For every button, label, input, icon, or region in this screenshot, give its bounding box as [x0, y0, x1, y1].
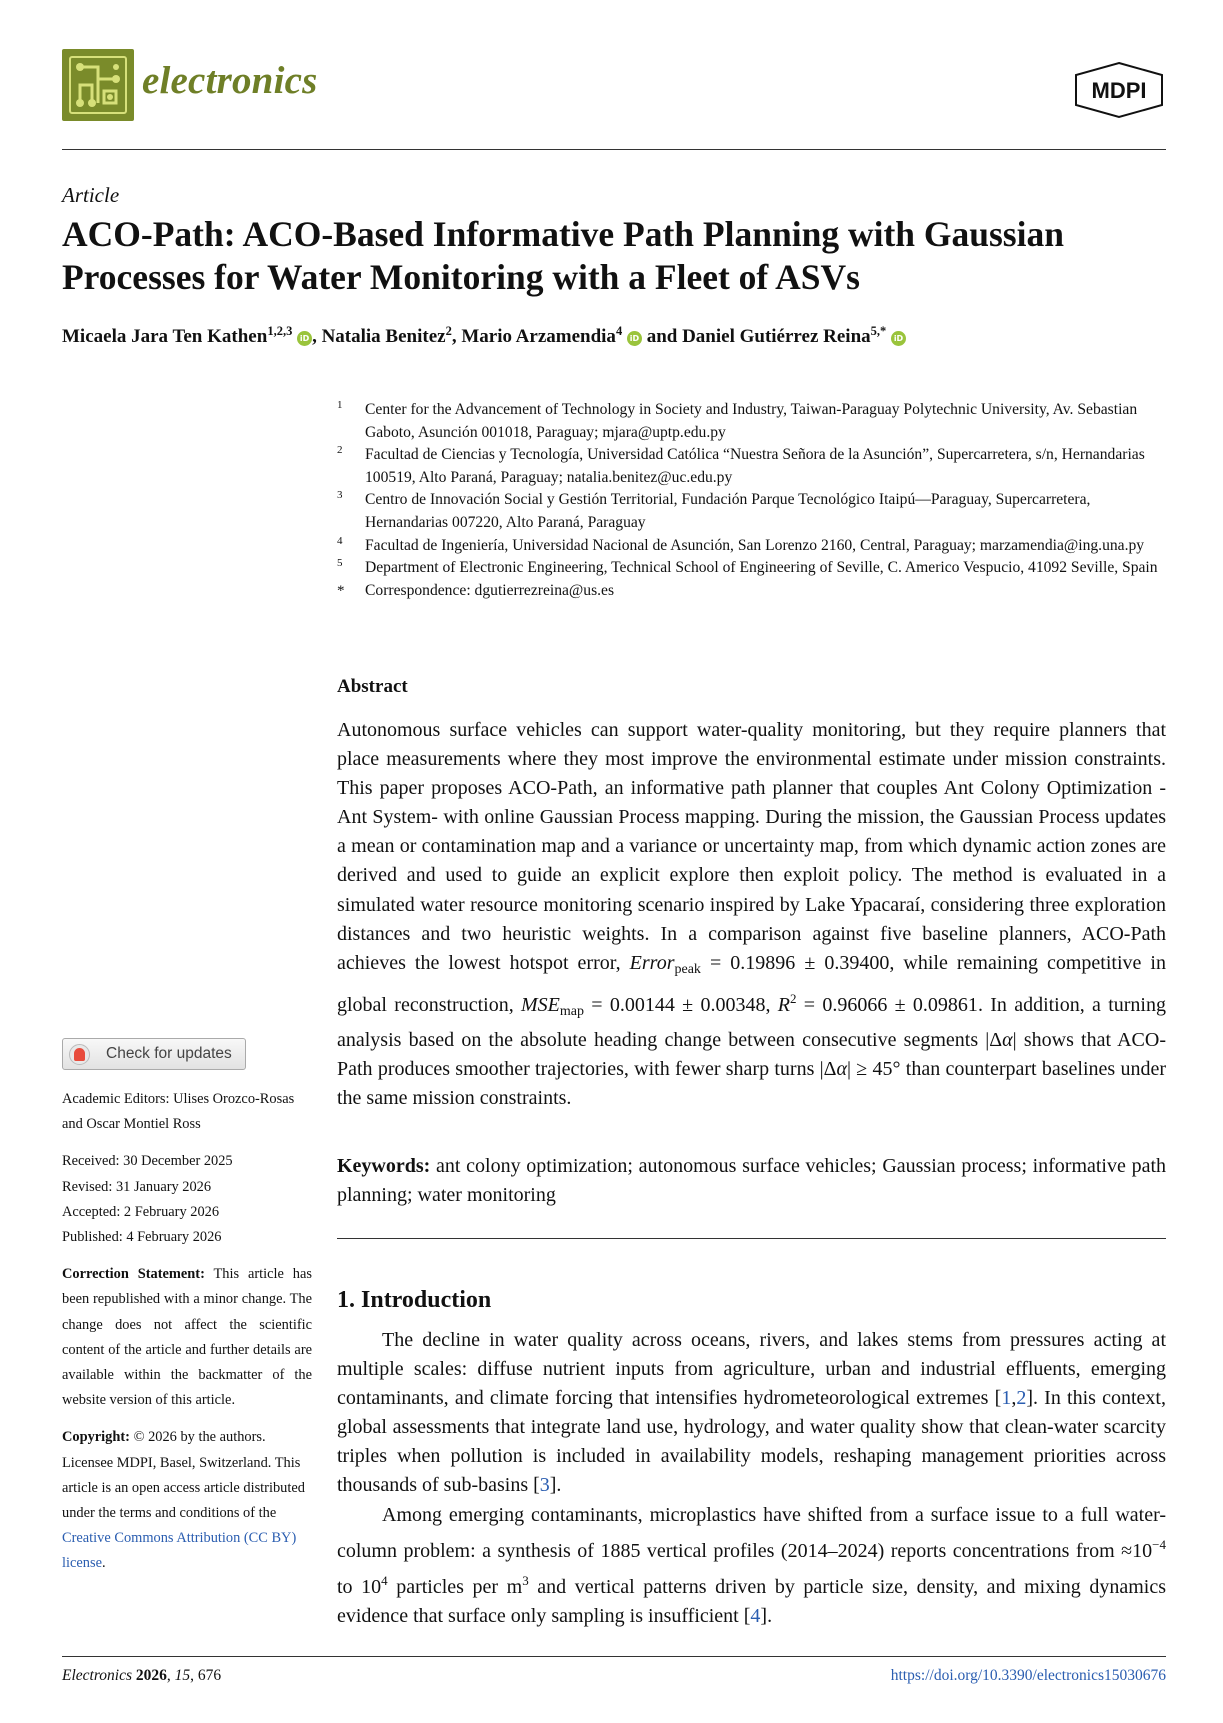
author-separator: and [641, 326, 683, 347]
publisher-logo [1072, 61, 1166, 124]
footer-divider [62, 1656, 1166, 1657]
doi-link[interactable]: https://doi.org/10.3390/electronics15030676 [890, 1667, 1166, 1684]
orcid-icon[interactable]: iD [627, 331, 642, 346]
abstract-divider [337, 1238, 1166, 1239]
affiliation-number: 3 [337, 489, 343, 502]
copyright-statement: Copyright: © 2026 by the authors. Licensee MDPI, Basel, Switzerland. This article is an open access article distributed under the terms and conditions of the Creative Commons Attribution (CC BY) license. [62, 1429, 305, 1572]
introduction-body [337, 1326, 1166, 1631]
author-affiliation-marker: 4 [615, 324, 623, 338]
affiliation-item [337, 399, 1172, 444]
affiliation-text: Centro de Innovación Social y Gestión Territorial, Fundación Parque Tecnológico Itaipú—Paraguay, Supercarretera, Hernandarias 007220, Alto Paraná, Paraguay [365, 491, 1091, 531]
abstract-heading: Abstract [337, 676, 408, 697]
affiliation-number: * [337, 582, 345, 599]
article-title: ACO-Path: ACO-Based Informative Path Planning with Gaussian Processes for Water Monitoring with a Fleet of ASVs [62, 214, 1064, 297]
received-date: Received: 30 December 2025 [62, 1153, 233, 1170]
journal-logo-icon [62, 49, 134, 121]
author-name: Natalia Benitez [321, 326, 446, 347]
citation-link[interactable]: 3 [539, 1474, 550, 1497]
footer-citation: Electronics 2026, 15, 676 [62, 1667, 222, 1684]
keywords-text: ant colony optimization; autonomous surface vehicles; Gaussian process; informative path planning; water monitoring [337, 1155, 1166, 1206]
author-affiliation-marker: 1,2,3 [267, 324, 293, 338]
citation-link[interactable]: 4 [750, 1604, 761, 1627]
mdpi-logo-icon [1072, 61, 1166, 119]
affiliation-item [337, 580, 1172, 603]
affiliation-text: Facultad de Ingeniería, Universidad Nacional de Asunción, San Lorenzo 2160, Central, Paraguay; marzamendia@ing.una.py [365, 536, 1145, 554]
affiliation-text: Correspondence: dgutierrezreina@us.es [365, 581, 615, 599]
paragraph: Among emerging contaminants, microplastics have shifted from a surface issue to a full water-column problem: a synthesis of 1885 vertical profiles (2014–2024) reports concentrations from $\approx 10^{-4}$ to $10^4$ particles per $m^3$ and vertical patterns driven by particle size, density, and mixing dynamics evidence that surface only sampling is insufficient [4]. [337, 1503, 1167, 1627]
affiliation-number: 4 [337, 534, 343, 547]
citation-link[interactable]: 2 [1016, 1387, 1027, 1410]
bookmark-icon [69, 1044, 90, 1065]
accepted-date: Accepted: 2 February 2026 [62, 1203, 220, 1220]
keywords [337, 1152, 1166, 1210]
check-for-updates-button[interactable] [62, 1038, 246, 1070]
paragraph: The decline in water quality across oceans, rivers, and lakes stems from pressures acting at multiple scales: diffuse nutrient inputs from agriculture, urban and industrial effluents, emerging contaminants, and climate forcing that intensifies hydrometeorological extremes [1,2]. In this context, global assessments that integrate land use, hydrology, and water quality show that clean-water scarcity triples when pollution is included in availability models, reshaping management priorities across thousands of sub-basins [3]. [337, 1329, 1166, 1497]
journal-name: electronics [142, 59, 318, 102]
author-separator: , [451, 326, 462, 347]
article-type: Article [62, 183, 120, 207]
affiliation-text: Facultad de Ciencias y Tecnología, Universidad Católica “Nuestra Señora de la Asunción”, Supercarretera, s/n, Hernandarias 100519, Alto Paraná, Paraguay; natalia.benitez@uc.edu.py [365, 446, 1145, 486]
affiliation-item [337, 557, 1172, 580]
citation-link[interactable]: 1 [1001, 1387, 1012, 1410]
orcid-icon[interactable]: iD [891, 331, 906, 346]
publisher-name: MDPI [1091, 78, 1147, 103]
article-metadata [62, 1087, 312, 1577]
affiliation-number: 2 [337, 444, 343, 457]
affiliation-number: 5 [337, 557, 343, 570]
affiliation-number: 1 [337, 399, 343, 411]
author-affiliation-marker: 2 [445, 324, 452, 338]
keywords-label: Keywords: [337, 1155, 431, 1177]
affiliation-text: Center for the Advancement of Technology in Society and Industry, Taiwan-Paraguay Polytechnic University, Av. Sebastian Gaboto, Asunción 001018, Paraguay; mjara@uptp.edu.py [365, 401, 1138, 441]
journal-logo [62, 49, 134, 121]
affiliation-item [337, 489, 1172, 534]
section-heading-introduction: 1. Introduction [337, 1287, 492, 1313]
author-affiliation-marker: 5,* [870, 324, 887, 338]
check-for-updates-label: Check for updates [106, 1045, 232, 1062]
revised-date: Revised: 31 January 2026 [62, 1178, 212, 1195]
academic-editors: Academic Editors: Ulises Orozco-Rosas and Oscar Montiel Ross [62, 1091, 295, 1133]
affiliations [337, 399, 1172, 602]
affiliation-text: Department of Electronic Engineering, Technical School of Engineering of Seville, C. Americo Vespucio, 41092 Seville, Spain [365, 559, 1158, 577]
header-divider [62, 149, 1166, 150]
correction-statement: Correction Statement: This article has been republished with a minor change. The change does not affect the scientific content of the article and further details are available within the backmatter of the website version of this article. [62, 1266, 312, 1409]
orcid-icon[interactable]: iD [297, 331, 312, 346]
author-name: Mario Arzamendia [461, 326, 616, 347]
author-name: Micaela Jara Ten Kathen [62, 326, 268, 347]
published-date: Published: 4 February 2026 [62, 1229, 222, 1246]
author-name: Daniel Gutiérrez Reina [682, 326, 871, 347]
abstract-text: Autonomous surface vehicles can support water-quality monitoring, but they require planners that place measurements where they most improve the environmental estimate under mission constraints. This paper proposes ACO-Path, an informative path planner that couples Ant Colony Optimization -Ant System- with online Gaussian Process mapping. During the mission, the Gaussian Process updates a mean or contamination map and a variance or uncertainty map, from which dynamic action zones are derived and used to guide an explicit explore then exploit policy. The method is evaluated in a simulated water resource monitoring scenario inspired by Lake Ypacaraí, considering three exploration distances and two heuristic weights. In a comparison against five baseline planners, ACO-Path achieves the lowest hotspot error, Error$_{peak}$ = 0.19896 ± 0.39400, while remaining competitive in global reconstruction, $MSE_{map} = 0.00144 \pm 0.00348$, $R^2 = 0.96066 \pm 0.09861$. In addition, a turning analysis based on the absolute heading change between consecutive segments |Δα| shows that ACO-Path produces smoother trajectories, with fewer sharp turns |Δα| ≥ 45° than counterpart baselines under the same mission constraints. [337, 719, 1166, 1110]
affiliation-item [337, 444, 1172, 489]
affiliation-item [337, 535, 1172, 558]
author-separator: , [312, 326, 322, 347]
license-link[interactable]: Creative Commons Attribution (CC BY) license [62, 1530, 297, 1572]
author-list [62, 324, 1166, 348]
